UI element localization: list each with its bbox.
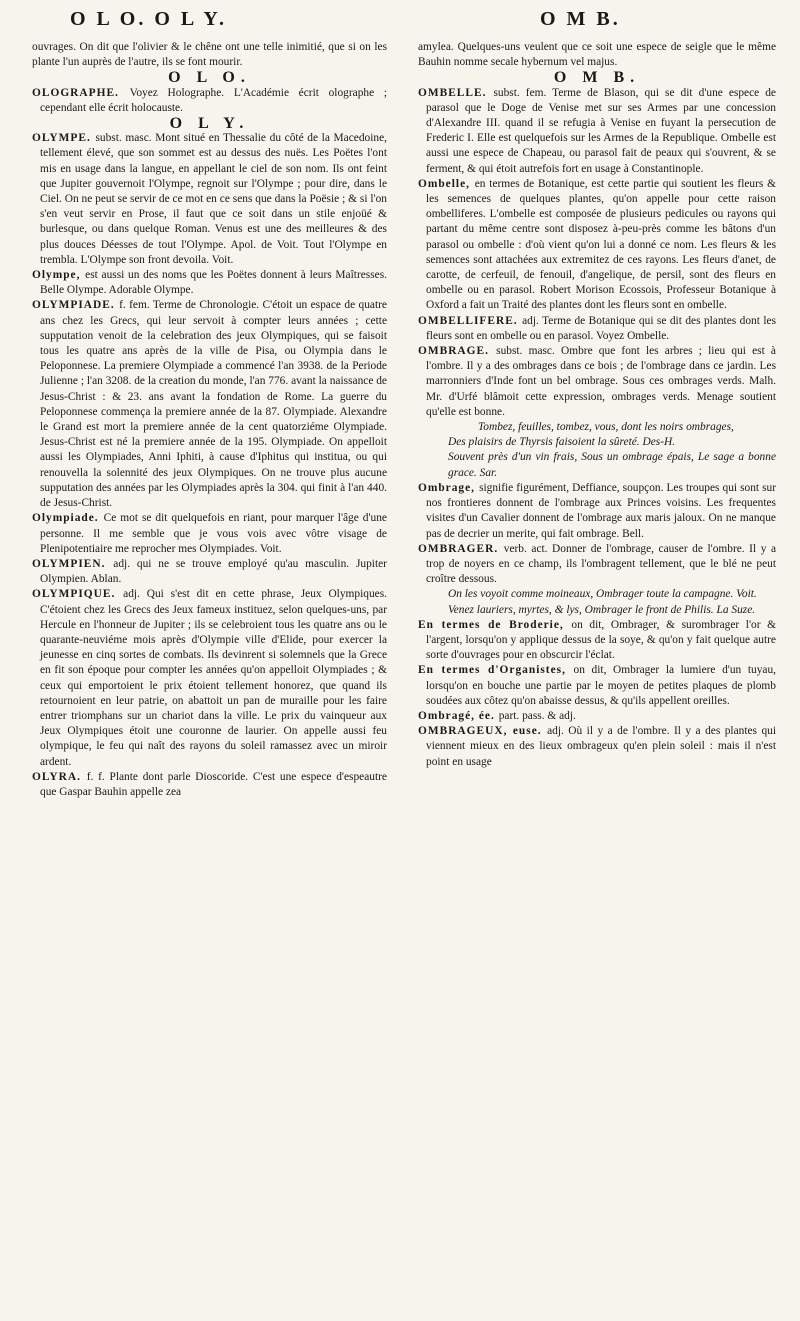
entry-headword: OLYMPIQUE.	[32, 588, 124, 601]
dictionary-entry	[418, 709, 776, 724]
entry-definition: on dit, Ombrager, & surombrager l'or & l'argent, lorsqu'on y applique dessus de la soye, & qu'on y fait quelque autre sorte d'ouvrages pour en obscurcir l'éclat.	[426, 618, 776, 662]
entry-headword: OLOGRAPHE.	[32, 86, 130, 99]
entry-headword: OLYMPE.	[32, 132, 96, 145]
dictionary-entry	[418, 724, 776, 770]
verse-quote: Souvent près d'un vin frais, Sous un ombrage épais, Le sage a bonne grace. Sar.	[448, 451, 776, 479]
entry-definition: subst. masc. Mont situé en Thessalie du côté de la Macedoine, tellement élevé, que son sommet est au dessus des nuës. Les Poëtes l'ont mis en usage dans la langue, en appellant le ciel de son nom. Ils ont feint que Jupiter gouvernoit l'Olympe, regnoit sur l'Olympe ; pour dire, dans le Ciel. On ne peut se servir de ce mot en ce sens que dans la Poësie ; & si l'on s'en veut servir en Prose, il faut que ce soit dans un stile enjoüé & burlesque, ou dans quelque Roman. Venus est une des meilleures & des plus douces Déesses de tout l'Olympe. Apol. de Voit. Tout l'Olympe en trembla. L'Olympe son front devoila. Voit.	[40, 132, 388, 266]
dictionary-entry	[418, 177, 776, 314]
verse-quote: Venez lauriers, myrtes, & lys, Ombrager le front de Philis. La Suze.	[448, 603, 756, 616]
dictionary-entry	[32, 557, 387, 587]
entry-headword: Ombragé, ée.	[418, 709, 499, 722]
entry-headword: Olympe,	[32, 269, 86, 282]
paragraph: amylea. Quelques-uns veulent que ce soit une espece de seigle que le même Bauhin nomme secale hybernum vel majus.	[418, 41, 776, 69]
entry-definition: signifie figurément, Deffiance, soupçon. Les troupes qui sont sur nos frontieres donnent de l'ombrage aux Princes voisins. Les frequentes visites d'un Cavalier donnent de l'ombrage aux maris jaloux. On ne manque pas de decrier un merite, qui fait ombrage. Bell.	[426, 481, 776, 540]
entry-definition: adj. qui ne se trouve employé qu'au masculin. Jupiter Olympien. Ablan.	[40, 557, 387, 586]
verse-quote: On les voyoit comme moineaux, Ombrager toute la campagne. Voit.	[448, 588, 757, 601]
entry-definition: Ce mot se dit quelquefois en riant, pour marquer l'âge d'une personne. Il me semble que je vous vois avec vôtre visage de Plenipotentiaire me reprocher mes Olympiades. Voit.	[40, 512, 387, 555]
dictionary-entry	[32, 268, 387, 298]
right-column	[418, 40, 776, 770]
verse-quote: Tombez, feuilles, tombez, vous, dont les noirs ombrages,	[478, 421, 734, 434]
left-column	[32, 40, 387, 800]
entry-headword: OMBELLIFERE.	[418, 314, 523, 327]
dictionary-entry	[418, 663, 776, 709]
entry-definition: est aussi un des noms que les Poëtes donnent à leurs Maîtresses. Belle Olympe. Adorable Olympe.	[40, 269, 387, 297]
dictionary-entry	[418, 86, 776, 177]
dictionary-entry	[32, 770, 387, 800]
entry-headword: OMBRAGER.	[418, 542, 504, 555]
dictionary-entry	[418, 314, 776, 344]
entry-definition: adj. Terme de Botanique qui se dit des plantes dont les fleurs sont en ombelle ou en parasol. Voyez Ombelle.	[426, 314, 776, 342]
dictionary-entry	[418, 542, 776, 588]
entry-definition: on dit, Ombrager la lumiere d'un tuyau, lorsqu'on en bouche une partie par le moyen de petites plaques de plomb soudées aux côtez qu'on abaisse dessus, & qu'ils appellent oreilles.	[426, 664, 776, 707]
dictionary-entry	[418, 618, 776, 664]
entry-definition: adj. Où il y a de l'ombre. Il y a des plantes qui viennent mieux en des lieux ombrageux qu'en plein soleil : mais il n'est point en usage	[426, 725, 776, 768]
entry-definition: subst. fem. Terme de Blason, qui se dit d'une espece de parasol que le Doge de Venise met sur ses Armes par une concession d'Alexandre III. quand il se refugia à Venise en fuyant la persecution de Frederic I. Elle est quelquefois sur les Armes de la Republique. Ombelle est aussi une espece de Chapeau, ou parasol fait de peaux qui s'ouvrent, & se ferment, & qui étoit autrefois fort en usage à Constantinople.	[426, 86, 776, 175]
entry-headword: OMBRAGEUX, euse.	[418, 725, 548, 738]
entry-headword: Ombrage,	[418, 481, 480, 494]
entry-definition: f. fem. Terme de Chronologie. C'étoit un espace de quatre ans chez les Grecs, qui leur servoit à compter leurs années ; cette supputation venoit de la celebration des jeux Olympiques, qui se faisoit tous les quatre ans après de la ville de Pisa, ou Olympia dans le Peloponnese. La premiere Olympiade a commencé l'an 3938. de la Periode Julienne ; l'an 3208. de la creation du monde, l'an 776. avant la naissance de Jesus-Christ : & 23. ans avant la fondation de Rome. La guerre du Peloponnese commença la premiere année de la 87. Olympiade. Alexandre le Grand est mort la premiere année de la cent quatorziéme Olympiade. Jesus-Christ est né la premiere année de la 195. Olympiade. On appelloit aussi les Olympiades, Anni Iphiti, à cause d'Iphitus qui institua, ou qui renouvella la solennité des jeux Olympiques. On ne trouve plus aucune supputation des années par les Olympiades après la 304. qui finit à l'an 440. de Jesus-Christ.	[40, 299, 387, 510]
section-heading: O L Y.	[169, 115, 250, 133]
header-left: O L O. O L Y.	[70, 8, 228, 30]
dictionary-entry	[32, 587, 387, 769]
paragraph: ouvrages. On dit que l'olivier & le chêne ont une telle inimitié, que si on les plante l'un auprès de l'autre, ils se font mourir.	[32, 41, 387, 69]
header-right: O M B.	[540, 8, 621, 30]
verse-quote: Des plaisirs de Thyrsis faisoient la sûreté. Des-H.	[448, 436, 676, 449]
section-heading: O L O.	[168, 69, 251, 87]
entry-headword: Ombelle,	[418, 177, 475, 190]
entry-headword: OMBRAGE.	[418, 345, 497, 358]
dictionary-entry	[418, 344, 776, 420]
entry-headword: OLYRA.	[32, 770, 87, 783]
dictionary-entry	[32, 131, 387, 268]
entry-headword: OLYMPIADE.	[32, 299, 120, 312]
entry-headword: OLYMPIEN.	[32, 557, 114, 570]
entry-definition: subst. masc. Ombre que font les arbres ; lieu qui est à l'ombre. Il y a des ombrages dans ce bois ; de l'ombrage dans ce jardin. Les marronniers d'Inde font un bel ombrage. Sous ces ombrages verds. Malh. Mr. d'Urfé blâmoit cette expression, ombrages verds. Menage soutient qu'elle est bonne.	[426, 345, 776, 418]
entry-definition: en termes de Botanique, est cette partie qui soutient les fleurs & les semences de quelques plantes, qu'on appelle pour cette raison ombelliferes. L'ombelle est composée de plusieurs pedicules ou rayons qui partant du même centre sont disposez à-peu-près comme les bâtons d'un parasol ou ombelle : d'où vient qu'on lui a donné ce nom. Les fleurs & les semences sont attachées aux extremitez de ces rayons. Les fleurs d'anet, de carotte, de cerfeuil, de fenouil, d'angelique, de persil, sont des fleurs en ombelle ou en parasol. Robert Morison Ecossois, Professeur Botanique à Oxford a fait un Traité des plantes dont les fleurs sont en ombelle.	[426, 177, 776, 312]
section-heading: O M B.	[553, 69, 641, 87]
entry-definition: verb. act. Donner de l'ombrage, causer de l'ombre. Il y a trop de noyers en ce champ, ils l'ombragent tellement, que le blé ne peut croître dessous.	[426, 542, 776, 586]
entry-headword: En termes de Broderie,	[418, 618, 572, 631]
entry-definition: Voyez Holographe. L'Académie écrit olographe ; cependant elle écrit holocauste.	[40, 86, 387, 114]
entry-definition: part. pass. & adj.	[498, 709, 576, 722]
dictionary-entry	[32, 86, 387, 116]
dictionary-entry	[32, 298, 387, 511]
entry-definition: adj. Qui s'est dit en cette phrase, Jeux Olympiques. C'étoient chez les Grecs des Jeux fameux instituez, selon quelques-uns, par Hercule en l'honneur de Jupiter ; ils se celebroient tous les quatre ans ou le quarante-neuviéme mois après d'Olympie ville d'Elide, pour exercer la jeunesse en cinq sortes de combats. Ils devinrent si solemnels que la Grece en fit son époque pour compter les années qu'on appelloit Olympiades ; & ceux qui emportoient le prix étoient tellement honorez, que quand ils retournoient en leur patrie, on abattoit un pan de muraille pour les faire entrer triomphans sur un chariot dans la ville. Le prix du vainqueur aux Jeux Olympiques étoit une couronne de laurier. On appelle aussi feu olympique, le feu qui naît des rayons du soleil ramassez avec un miroir ardent.	[40, 588, 387, 768]
dictionary-entry	[418, 481, 776, 542]
entry-headword: Olympiade.	[32, 512, 104, 525]
entry-headword: En termes d'Organistes,	[418, 664, 574, 677]
entry-headword: OMBELLE.	[418, 86, 494, 99]
dictionary-entry	[32, 511, 387, 557]
entry-definition: f. f. Plante dont parle Dioscoride. C'est une espece d'espeautre que Gaspar Bauhin appelle zea	[40, 770, 387, 798]
